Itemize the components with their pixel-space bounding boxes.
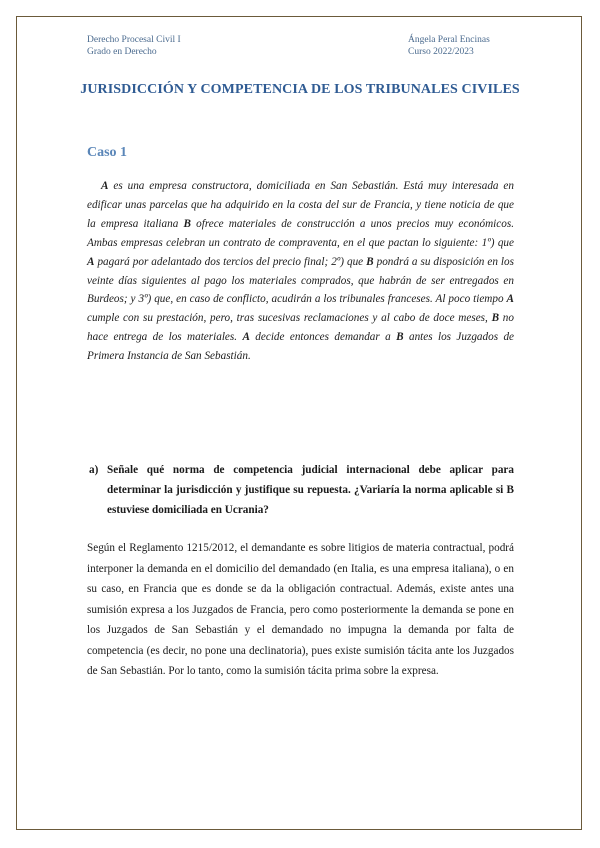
degree-name: Grado en Derecho	[87, 47, 157, 57]
case-text-segment: no hace entrega de los materiales.	[87, 312, 514, 344]
case-heading: Caso 1	[87, 145, 128, 160]
case-text-segment: pagará por adelantado dos tercios del precio final; 2º) que	[94, 255, 367, 268]
case-text-segment: cumple con su prestación, pero, tras sucesivas reclamaciones y al cabo de doce meses,	[87, 312, 492, 325]
party-b: B	[396, 331, 404, 344]
header-left	[87, 34, 181, 58]
party-a: A	[101, 180, 109, 192]
answer-paragraph: Según el Reglamento 1215/2012, el demandante es sobre litigios de materia contractual, podrá interponer la demanda en el domicilio del demandado (en Italia, es una empresa italiana), o en su caso, en Francia que es donde se da la obligación contractual. Además, existe antes una sumisión expresa a los Juzgados de Francia, pero como posteriormente la demanda se pone en los Juzgados de San Sebastián y el demandado no impugna la demanda por falta de competencia (es decir, no pone una declinatoria), pues existe sumisión tácita ante los Juzgados de San Sebastián. Por lo tanto, como la sumisión tácita prima sobre la expresa.	[87, 542, 514, 677]
question-text: Señale qué norma de competencia judicial internacional debe aplicar para determinar la jurisdicción y justifique su repuesta. ¿Variaría la norma aplicable si B estuviese domiciliada en Ucrania?	[107, 464, 514, 516]
academic-year: Curso 2022/2023	[408, 47, 474, 57]
party-b: B	[491, 312, 500, 325]
party-a: A	[87, 255, 95, 268]
course-name: Derecho Procesal Civil I	[87, 35, 181, 45]
header-right	[408, 34, 490, 58]
party-b: B	[366, 255, 374, 268]
case-text-segment: pondrá a su disposición en los veinte días siguientes al pago los materiales comprados, que habrán de ser entregados en Burdeos; y 3º) que, en caso de conflicto, acudirán a los tribunales franceses. Al poco tiempo	[87, 255, 514, 306]
case-text-segment: antes los Juzgados de Primera Instancia de San Sebastián.	[87, 331, 514, 363]
case-text-segment: decide entonces demandar a	[249, 331, 397, 344]
author-name: Ángela Peral Encinas	[408, 35, 490, 45]
party-a: A	[242, 331, 250, 344]
case-statement	[87, 177, 514, 366]
question-a	[87, 460, 514, 520]
document-title: JURISDICCIÓN Y COMPETENCIA DE LOS TRIBUNALES CIVILES	[80, 82, 520, 97]
case-text-segment: es una empresa constructora, domiciliada en San Sebastián. Está muy interesada en edificar unas parcelas que ha adquirido en la costa del sur de Francia, y tiene noticia de que la empresa italiana	[87, 180, 514, 230]
page-border	[16, 16, 582, 830]
case-text-segment: ofrece materiales de construcción a unos precios muy económicos. Ambas empresas celebran un contrato de compraventa, en el que pactan lo siguiente: 1º) que	[87, 217, 514, 249]
party-a: A	[506, 293, 514, 306]
question-marker: a)	[89, 464, 99, 476]
party-b: B	[183, 217, 191, 230]
